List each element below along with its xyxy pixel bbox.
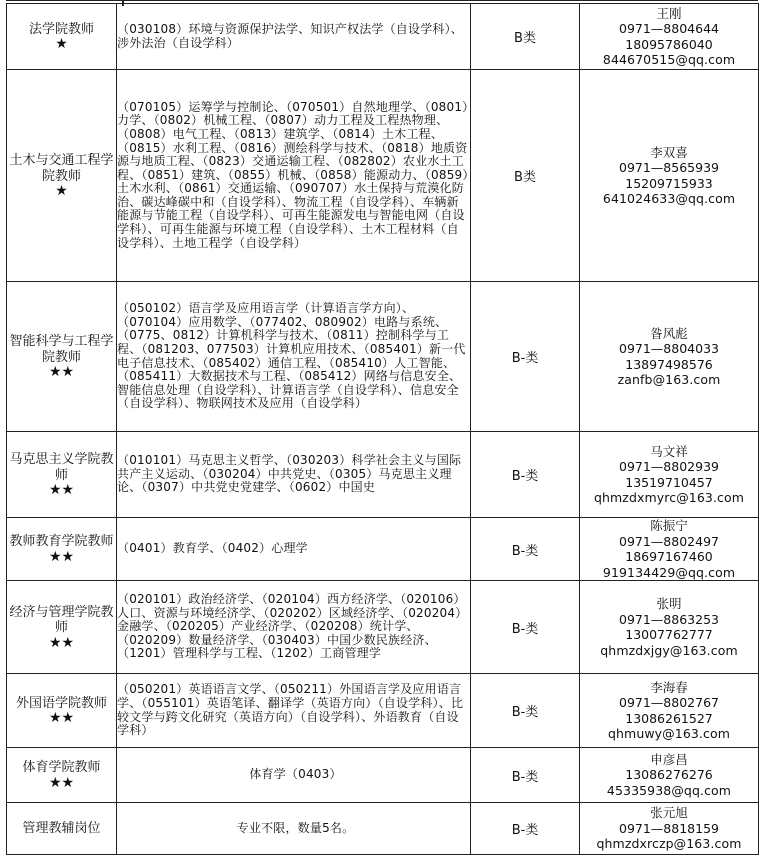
contact-phone: 0971—8802939 xyxy=(619,459,719,474)
category-cell: B-类 xyxy=(471,674,580,748)
contact-cell xyxy=(580,803,759,855)
department-name: 管理教辅岗位 xyxy=(22,820,101,836)
table-row xyxy=(7,674,759,748)
table-row xyxy=(7,518,759,581)
contact-phone: 0971—8804033 xyxy=(619,341,719,356)
contact-name: 李海春 xyxy=(650,679,688,695)
department-name: 土木与交通工程学院教师 xyxy=(9,153,114,184)
star-rating: ★★ xyxy=(48,634,75,651)
star-rating: ★★ xyxy=(48,482,75,498)
department-cell xyxy=(7,803,117,855)
department-name: 马克思主义学院教师 xyxy=(9,452,114,483)
contact-cell xyxy=(580,432,759,518)
department-name: 智能科学与工程学院教师 xyxy=(9,334,114,365)
contact-email: 844670515@qq.com xyxy=(602,52,736,67)
contact-name: 昝风彪 xyxy=(650,325,688,341)
contact-cell xyxy=(580,674,759,748)
contact-mobile: 13519710457 xyxy=(625,474,713,490)
contact-phone: 0971—8802497 xyxy=(619,533,719,549)
contact-mobile: 13897498576 xyxy=(625,356,713,372)
contact-name: 李双喜 xyxy=(650,144,688,160)
star-rating: ★★ xyxy=(48,364,75,380)
recruitment-table xyxy=(6,3,759,855)
contact-mobile: 13086276276 xyxy=(625,767,713,783)
category-cell: B-类 xyxy=(471,803,580,855)
contact-name: 王刚 xyxy=(656,5,682,21)
department-name: 外国语学院教师 xyxy=(15,695,107,711)
star-rating: ★ xyxy=(55,183,68,199)
table-row xyxy=(7,4,759,70)
department-cell xyxy=(7,518,117,581)
department-cell xyxy=(7,432,117,518)
contact-phone: 0971—8802767 xyxy=(619,695,719,710)
contact-phone: 0971—8863253 xyxy=(619,611,719,627)
contact-mobile: 13086261527 xyxy=(625,710,713,726)
star-rating: ★ xyxy=(55,36,68,53)
contact-phone: 0971—8804644 xyxy=(619,21,719,36)
contact-email: zanfb@163.com xyxy=(617,372,721,387)
department-cell xyxy=(7,70,117,282)
category-cell: B-类 xyxy=(471,282,580,432)
disciplines-cell: （0401）教育学、（0402）心理学 xyxy=(117,518,471,581)
disciplines-cell: 体育学（0403） xyxy=(117,748,471,803)
table-row xyxy=(7,748,759,803)
department-name: 体育学院教师 xyxy=(22,760,101,776)
department-name: 法学院教师 xyxy=(28,21,94,37)
department-cell xyxy=(7,674,117,748)
disciplines-cell: （020101）政治经济学、（020104）西方经济学、（020106）人口、资源与环境经济学、（020202）区域经济学、（020204）金融学、（020205）产业经济学、（020208）统计学、（020209）数量经济学、（030403）中国少数民族经济、（1201）管理科学与工程、（1202）工商管理学 xyxy=(117,581,471,674)
contact-mobile: 13007762777 xyxy=(625,627,713,642)
contact-cell xyxy=(580,4,759,70)
table-row xyxy=(7,282,759,432)
contact-email: qhmzdxmyrc@163.com xyxy=(593,490,745,505)
category-cell: B类 xyxy=(471,4,580,70)
contact-name: 马文祥 xyxy=(650,443,688,459)
star-rating: ★★ xyxy=(48,774,75,791)
contact-email: qhmuwy@163.com xyxy=(607,726,730,741)
contact-name: 申彦昌 xyxy=(650,751,688,767)
department-cell xyxy=(7,748,117,803)
contact-email: 919134429@qq.com xyxy=(602,564,736,580)
disciplines-cell: （010101）马克思主义哲学、（030203）科学社会主义与国际共产主义运动、（030204）中共党史、（0305）马克思主义理论、（0307）中共党史党建学、（0602）中国史 xyxy=(117,432,471,518)
contact-email: qhmzdxrczp@163.com xyxy=(596,836,742,852)
disciplines-cell: 专业不限，数量5名。 xyxy=(117,803,471,855)
contact-email: qhmzdxjgy@163.com xyxy=(600,642,738,658)
category-cell: B-类 xyxy=(471,581,580,674)
department-cell xyxy=(7,282,117,432)
disciplines-cell: （050201）英语语言文学、（050211）外国语言学及应用语言学、（055101）英语笔译、翻译学（英语方向）（自设学科）、比较文学与跨文化研究（英语方向）（自设学科）、外语教育（自设学科） xyxy=(117,674,471,748)
top-rule xyxy=(6,0,758,1)
contact-name: 张元旭 xyxy=(650,805,688,821)
category-cell: B-类 xyxy=(471,748,580,803)
star-rating: ★★ xyxy=(48,548,75,565)
disciplines-cell: （070105）运筹学与控制论、（070501）自然地理学、（0801）力学、（0802）机械工程、（0807）动力工程及工程热物理、（0808）电气工程、（0813）建筑学、（0814）土木工程、（0815）水利工程、（0816）测绘科学与技术、（0818）地质资源与地质工程、（0823）交通运输工程、（082802）农业水土工程、（0851）建筑、（0855）机械、（0858）能源动力、（0859）土木水利、（0861）交通运输、（090707）水土保持与荒漠化防治、碳达峰碳中和（自设学科）、物流工程（自设学科）、车辆新能源与节能工程（自设学科）、可再生能源发电与智能电网（自设学科）、可再生能源与环境工程（自设学科）、土木工程材料（自设学科）、土地工程学（自设学科） xyxy=(117,70,471,282)
disciplines-cell: （050102）语言学及应用语言学（计算语言学方向）、（070104）应用数学、（077402、080902）电路与系统、（0775、0812）计算机科学与技术、（0811）控制科学与工程、（081203、077503）计算机应用技术、（085401）新一代电子信息技术、（085402）通信工程、（085410）人工智能、（085411）大数据技术与工程、（085412）网络与信息安全、智能信息处理（自设学科）、计算语言学（自设学科）、信息安全（自设学科）、物联网技术及应用（自设学科） xyxy=(117,282,471,432)
contact-mobile: 18095786040 xyxy=(625,36,713,52)
table-row xyxy=(7,803,759,855)
department-cell xyxy=(7,581,117,674)
contact-mobile: 18697167460 xyxy=(625,549,713,564)
contact-phone: 0971—8818159 xyxy=(619,820,719,836)
contact-mobile: 15209715933 xyxy=(625,175,713,191)
contact-name: 张明 xyxy=(656,596,682,611)
category-cell: B类 xyxy=(471,70,580,282)
contact-name: 陈振宁 xyxy=(650,518,688,533)
table-row xyxy=(7,432,759,518)
contact-cell xyxy=(580,748,759,803)
department-cell xyxy=(7,4,117,70)
contact-email: 45335938@qq.com xyxy=(606,782,732,798)
department-name: 教师教育学院教师 xyxy=(9,534,114,550)
table-row xyxy=(7,70,759,282)
star-rating: ★★ xyxy=(48,710,75,727)
contact-cell xyxy=(580,70,759,282)
category-cell: B-类 xyxy=(471,432,580,518)
contact-cell xyxy=(580,282,759,432)
table-row xyxy=(7,581,759,674)
contact-cell xyxy=(580,518,759,581)
disciplines-cell: （030108）环境与资源保护法学、知识产权法学（自设学科）、涉外法治（自设学科） xyxy=(117,4,471,70)
department-name: 经济与管理学院教师 xyxy=(9,604,114,635)
contact-email: 641024633@qq.com xyxy=(602,191,736,206)
contact-cell xyxy=(580,581,759,674)
category-cell: B-类 xyxy=(471,518,580,581)
contact-phone: 0971—8565939 xyxy=(619,160,719,175)
